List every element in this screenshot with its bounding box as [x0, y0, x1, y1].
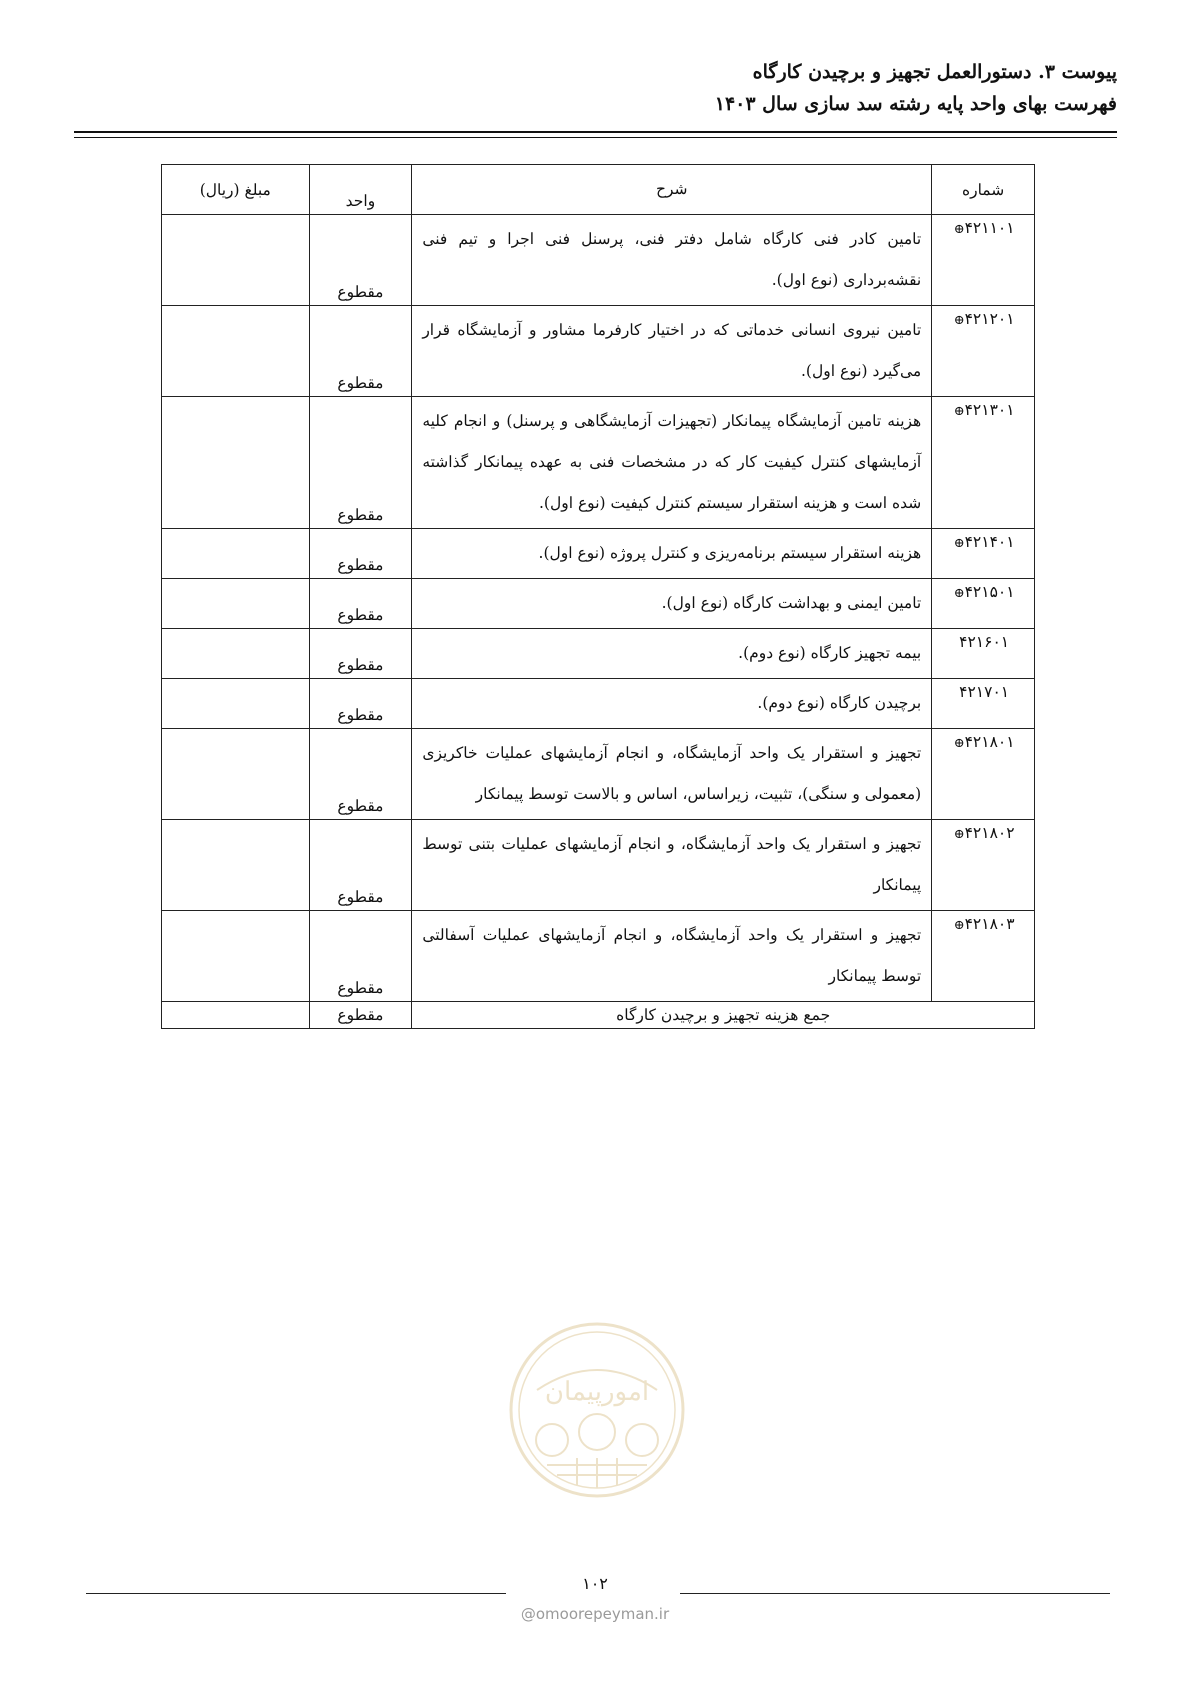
- total-unit: مقطوع: [309, 1002, 412, 1029]
- row-unit: مقطوع: [309, 911, 412, 1002]
- table-row: [162, 679, 1035, 729]
- row-code: [932, 215, 1035, 306]
- row-unit: مقطوع: [309, 679, 412, 729]
- row-unit: مقطوع: [309, 529, 412, 579]
- row-description: تجهیز و استقرار یک واحد آزمایشگاه، و انجام آزمایشهای عملیات آسفالتی توسط پیمانکار: [412, 911, 932, 1002]
- row-unit: مقطوع: [309, 820, 412, 911]
- footer-rule-right: [680, 1593, 1110, 1594]
- price-list-table: [161, 164, 1035, 1029]
- row-amount: [162, 579, 310, 629]
- column-header-code: شماره: [932, 165, 1035, 215]
- row-unit: مقطوع: [309, 729, 412, 820]
- row-code-number: ۴۲۱۳۰۱: [964, 401, 1015, 419]
- page-header: [77, 56, 1117, 120]
- row-amount: [162, 397, 310, 529]
- row-code: [932, 397, 1035, 529]
- footer-site-link[interactable]: @omoorepeyman.ir: [520, 1605, 670, 1623]
- crosshair-icon: ⊕: [953, 222, 965, 237]
- row-code: [932, 629, 1035, 679]
- row-description: تجهیز و استقرار یک واحد آزمایشگاه، و انجام آزمایشهای عملیات خاکریزی (معمولی و سنگی)، تثبیت، زیراساس، اساس و بالاست توسط پیمانکار: [412, 729, 932, 820]
- crosshair-icon: ⊕: [953, 918, 965, 933]
- row-code: [932, 529, 1035, 579]
- crosshair-icon: ⊕: [953, 827, 965, 842]
- table-row: [162, 729, 1035, 820]
- row-description: تامین کادر فنی کارگاه شامل دفتر فنی، پرسنل فنی اجرا و تیم فنی نقشه‌برداری (نوع اول).: [412, 215, 932, 306]
- page-number: ۱۰۲: [582, 1574, 608, 1593]
- row-amount: [162, 215, 310, 306]
- table-row: [162, 215, 1035, 306]
- row-code-number: ۴۲۱۷۰۱: [959, 683, 1010, 701]
- row-amount: [162, 679, 310, 729]
- crosshair-icon: ⊕: [953, 586, 965, 601]
- header-rule-thin: [74, 137, 1117, 138]
- table-row: [162, 579, 1035, 629]
- row-description: هزینه تامین آزمایشگاه پیمانکار (تجهیزات آزمایشگاهی و پرسنل) و انجام کلیه آزمایشهای کنترل کیفیت کار که در مشخصات فنی به عهده پیمانکار گذاشته شده است و هزینه استقرار سیستم کنترل کیفیت (نوع اول).: [412, 397, 932, 529]
- column-header-unit: واحد: [309, 165, 412, 215]
- row-code-number: ۴۲۱۸۰۳: [964, 915, 1015, 933]
- row-code-number: ۴۲۱۲۰۱: [964, 310, 1015, 328]
- footer-rule-left: [86, 1593, 506, 1594]
- row-description: برچیدن کارگاه (نوع دوم).: [412, 679, 932, 729]
- crosshair-icon: ⊕: [953, 736, 965, 751]
- row-description: تامین ایمنی و بهداشت کارگاه (نوع اول).: [412, 579, 932, 629]
- row-amount: [162, 911, 310, 1002]
- row-code-number: ۴۲۱۸۰۲: [964, 824, 1015, 842]
- header-title: پیوست ۳. دستورالعمل تجهیز و برچیدن کارگاه: [752, 61, 1117, 83]
- table-body: [162, 215, 1035, 1002]
- watermark-seal: [507, 1320, 687, 1500]
- row-unit: مقطوع: [309, 397, 412, 529]
- crosshair-icon: ⊕: [953, 404, 965, 419]
- row-amount: [162, 529, 310, 579]
- table-row: [162, 529, 1035, 579]
- row-code: [932, 820, 1035, 911]
- column-header-description: شرح: [412, 165, 932, 215]
- row-code: [932, 679, 1035, 729]
- row-description: هزینه استقرار سیستم برنامه‌ریزی و کنترل پروژه (نوع اول).: [412, 529, 932, 579]
- total-row: [162, 1002, 1035, 1029]
- row-code: [932, 306, 1035, 397]
- row-unit: مقطوع: [309, 629, 412, 679]
- watermark-text: امورپیمان: [544, 1377, 650, 1407]
- header-rule-thick: [74, 131, 1117, 133]
- table-header-row: [162, 165, 1035, 215]
- table-row: [162, 629, 1035, 679]
- crosshair-icon: ⊕: [953, 313, 965, 328]
- row-amount: [162, 729, 310, 820]
- row-amount: [162, 306, 310, 397]
- row-unit: مقطوع: [309, 306, 412, 397]
- row-description: بیمه تجهیز کارگاه (نوع دوم).: [412, 629, 932, 679]
- row-code-number: ۴۲۱۵۰۱: [964, 583, 1015, 601]
- row-unit: مقطوع: [309, 215, 412, 306]
- row-code: [932, 729, 1035, 820]
- row-code: [932, 579, 1035, 629]
- row-description: تجهیز و استقرار یک واحد آزمایشگاه، و انجام آزمایشهای عملیات بتنی توسط پیمانکار: [412, 820, 932, 911]
- table-row: [162, 397, 1035, 529]
- table-row: [162, 306, 1035, 397]
- total-amount: [162, 1002, 310, 1029]
- row-code-number: ۴۲۱۴۰۱: [964, 533, 1015, 551]
- column-header-amount: مبلغ (ریال): [162, 165, 310, 215]
- row-unit: مقطوع: [309, 579, 412, 629]
- row-amount: [162, 629, 310, 679]
- crosshair-icon: ⊕: [953, 536, 965, 551]
- row-code-number: ۴۲۱۱۰۱: [964, 219, 1015, 237]
- table-row: [162, 820, 1035, 911]
- row-amount: [162, 820, 310, 911]
- row-code-number: ۴۲۱۶۰۱: [959, 633, 1010, 651]
- row-description: تامین نیروی انسانی خدماتی که در اختیار کارفرما مشاور و آزمایشگاه قرار می‌گیرد (نوع اول).: [412, 306, 932, 397]
- row-code-number: ۴۲۱۸۰۱: [964, 733, 1015, 751]
- row-code: [932, 911, 1035, 1002]
- header-subtitle: فهرست بهای واحد پایه رشته سد سازی سال ۱۴۰۳: [714, 93, 1117, 115]
- total-description: جمع هزینه تجهیز و برچیدن کارگاه: [412, 1002, 1035, 1029]
- table-row: [162, 911, 1035, 1002]
